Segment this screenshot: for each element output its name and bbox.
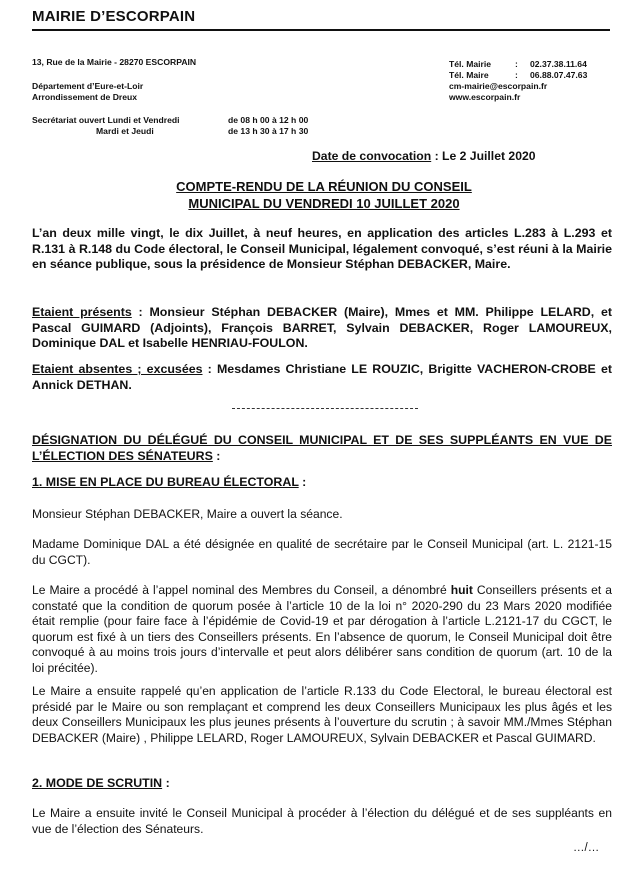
hours-time: de 13 h 30 à 17 h 30 xyxy=(228,126,309,136)
paragraph-bureau: Le Maire a ensuite rappelé qu’en application de l’article R.133 du Code Electoral, le bureau électoral est présidé par le Maire ou son remplaçant et comprend les deux Conseillers Municipaux les plus âgés et les deux Conseillers Municipaux les plus jeunes présents à l’ouverture du scrutin ; à savoir MM./Mmes Stéphan DEBACKER (Maire) , Philippe LELARD, Roger LAMOUREUX, Sylvain DEBACKER et Pascal GUIMARD. xyxy=(32,684,612,745)
header-rule xyxy=(32,29,610,31)
contact-block xyxy=(449,59,587,103)
absents-text: : Mesdames Christiane LE ROUZIC, Brigitte VACHERON-CROBE et Annick DETHAN. xyxy=(32,362,612,392)
title-line-1: COMPTE-RENDU DE LA RÉUNION DU CONSEIL xyxy=(176,179,472,194)
absents-paragraph xyxy=(32,362,612,393)
hours-time: de 08 h 00 à 12 h 00 xyxy=(228,115,309,125)
contact-website: www.escorpain.fr xyxy=(449,92,521,102)
absents-label: Etaient absentes ; excusées xyxy=(32,362,203,376)
presents-label: Etaient présents xyxy=(32,305,132,319)
paragraph-secretaire: Madame Dominique DAL a été désignée en qualité de secrétaire par le Conseil Municipal (art. L. 2121-15 du CGCT). xyxy=(32,537,612,567)
contact-row xyxy=(449,70,587,81)
contact-email: cm-mairie@escorpain.fr xyxy=(449,81,548,91)
title-line-2: MUNICIPAL DU VENDREDI 10 JUILLET 2020 xyxy=(188,196,460,211)
subsection-1-label: 1. MISE EN PLACE DU BUREAU ÉLECTORAL xyxy=(32,475,299,489)
contact-sep: : xyxy=(515,70,518,80)
paragraph-quorum xyxy=(32,583,612,676)
contact-sep: : xyxy=(515,59,518,69)
section-heading xyxy=(32,432,612,464)
subsection-2-suffix: : xyxy=(162,776,170,790)
subsection-1-suffix: : xyxy=(298,475,307,489)
section-heading-suffix: : xyxy=(212,449,221,463)
page-continuation: …/… xyxy=(573,842,600,854)
subsection-2-label: 2. MODE DE SCRUTIN xyxy=(32,776,163,790)
hours-row xyxy=(32,115,308,126)
hours-days: Mardi et Jeudi xyxy=(96,126,154,136)
hours-days: Secrétariat ouvert Lundi et Vendredi xyxy=(32,115,180,125)
intro-paragraph: L’an deux mille vingt, le dix Juillet, à neuf heures, en application des articles L.283 à L.293 et R.131 à R.148 du Code électoral, le Conseil Municipal, légalement convoqué, s’est réuni à la Mairie en séance publique, sous la présidence de Monsieur Stéphan DEBACKER, Maire. xyxy=(32,226,612,271)
mairie-address: 13, Rue de la Mairie - 28270 ESCORPAIN xyxy=(32,57,197,67)
department-line: Département d’Eure-et-Loir xyxy=(32,81,144,91)
contact-phone-maire: 06.88.07.47.63 xyxy=(530,70,588,80)
presents-text: : Monsieur Stéphan DEBACKER (Maire), Mmes et MM. Philippe LELARD, et Pascal GUIMARD (Adjoints), François BARRET, Sylvain DEBACKER, Roger LAMOUREUX, Dominique DAL et Isabelle HENRIAU-FOULON. xyxy=(32,305,612,350)
section-separator xyxy=(232,408,418,409)
paragraph-seance: Monsieur Stéphan DEBACKER, Maire a ouvert la séance. xyxy=(32,507,343,521)
presents-paragraph xyxy=(32,305,612,352)
contact-row xyxy=(449,59,587,70)
quorum-text-before: Le Maire a procédé à l’appel nominal des Membres du Conseil, a dénombré xyxy=(32,583,451,597)
contact-label: Tél. Maire xyxy=(449,70,489,80)
secretariat-hours xyxy=(32,115,308,137)
subsection-2-heading xyxy=(32,776,170,790)
convocation-label: Date de convocation xyxy=(312,149,432,163)
quorum-text-after: Conseillers présents et a constaté que la condition de quorum posée à l’article 10 de la loi n° 2020-290 du 23 Mars 2020 modifiée était remplie (pour faire face à l’épidémie de Covid-19 et par dérogation à l’article L.2121-17 du CGCT, le quorum est fixé à un tiers des Conseillers présents. En l’absence de quorum, le Conseil Municipal doit être convoqué à au moins trois jours d’intervalle et peut alors délibérer sans condition de quorum (art. 10 de la loi précitée). xyxy=(32,583,612,675)
section-heading-text: DÉSIGNATION DU DÉLÉGUÉ DU CONSEIL MUNICIPAL ET DE SES SUPPLÉANTS EN VUE DE L’ÉLECTION DES SÉNATEURS xyxy=(32,433,612,463)
hours-row xyxy=(32,126,308,137)
department-block xyxy=(32,81,143,103)
contact-label: Tél. Mairie xyxy=(449,59,492,69)
convocation-value: : Le 2 Juillet 2020 xyxy=(431,149,536,163)
arrondissement-line: Arrondissement de Dreux xyxy=(32,92,138,102)
contact-phone-mairie: 02.37.38.11.64 xyxy=(530,59,587,69)
paragraph-scrutin: Le Maire a ensuite invité le Conseil Municipal à procéder à l’élection du délégué et de ses suppléants en vue de l’élection des Sénateurs. xyxy=(32,806,612,836)
convocation-date xyxy=(312,149,536,163)
document-title xyxy=(60,178,588,212)
quorum-count: huit xyxy=(450,583,473,597)
subsection-1-heading xyxy=(32,475,306,489)
mairie-title: MAIRIE D’ESCORPAIN xyxy=(32,8,196,25)
